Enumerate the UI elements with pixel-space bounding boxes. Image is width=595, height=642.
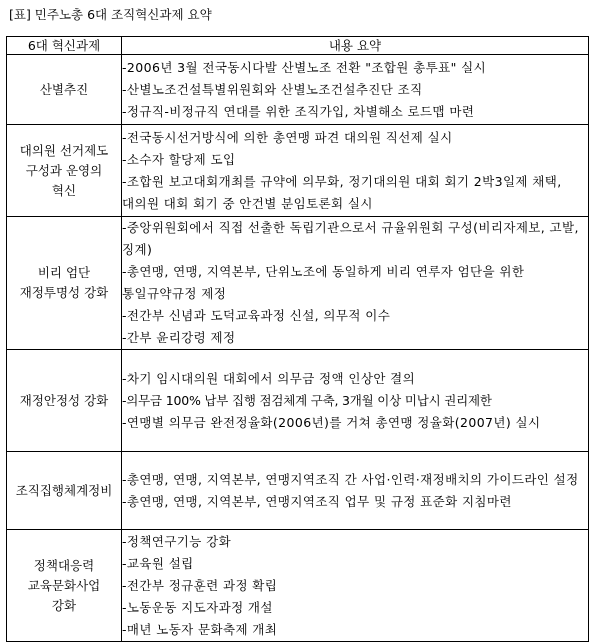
table-row bbox=[7, 125, 589, 217]
content-cell bbox=[122, 452, 589, 530]
task-label: 조직집행체계정비 bbox=[15, 482, 113, 498]
content-item: -산별노조건설특별위원회와 산별노조건설추진단 조직 bbox=[122, 81, 423, 97]
content-item: -전국동시선거방식에 의한 총연맹 파견 대의원 직선제 실시 bbox=[122, 129, 453, 145]
task-cell bbox=[7, 530, 122, 642]
task-label: 비리 엄단 bbox=[37, 265, 91, 280]
content-cell bbox=[122, 350, 589, 452]
table-row bbox=[7, 350, 589, 452]
task-label: 교육문화사업 bbox=[27, 577, 101, 593]
content-item: -전간부 정규훈련 과정 확립 bbox=[122, 577, 278, 593]
header-content: 내용 요약 bbox=[122, 37, 589, 55]
content-item: -총연맹, 연맹, 지역본부, 연맹지역조직 업무 및 규정 표준화 지침마련 bbox=[122, 493, 512, 509]
content-item: -조합원 보고대회개최를 규약에 의무화, 정기대의원 대회 회기 2박3일제 채택, 대의원 대회 회기 중 안건별 분임토론회 실시 bbox=[122, 173, 562, 211]
content-item: -의무금 100% 납부 집행 점검체계 구축, 3개월 이상 미납시 권리제한 bbox=[122, 392, 492, 408]
table-row bbox=[7, 452, 589, 530]
content-item: -정책연구기능 강화 bbox=[122, 533, 232, 549]
content-item: -차기 임시대의원 대회에서 의무금 정액 인상안 결의 bbox=[122, 370, 416, 386]
content-item: -전간부 신념과 도덕교육과정 신설, 의무적 이수 bbox=[122, 308, 391, 323]
task-label: 재정투명성 강화 bbox=[19, 285, 109, 300]
content-cell bbox=[122, 217, 589, 350]
table-row bbox=[7, 55, 589, 125]
task-label: 대의원 선거제도 bbox=[19, 142, 109, 158]
header-row bbox=[7, 37, 589, 55]
content-item: -연맹별 의무금 완전정율화(2006년)를 거쳐 총연맹 정율화(2007년) 실시 bbox=[122, 414, 541, 430]
content-item: -교육원 설립 bbox=[122, 555, 194, 571]
content-item: -총연맹, 연맹, 지역본부, 연맹지역조직 간 사업·인력·재정배치의 가이드라인 설정 bbox=[122, 471, 579, 487]
task-cell bbox=[7, 55, 122, 125]
task-cell bbox=[7, 350, 122, 452]
task-label: 산별추진 bbox=[39, 81, 89, 97]
content-item: -소수자 할당제 도입 bbox=[122, 151, 236, 167]
task-cell bbox=[7, 217, 122, 350]
content-item: -노동운동 지도자과정 개설 bbox=[122, 599, 273, 615]
content-item: -2006년 3월 전국동시다발 산별노조 전환 "조합원 총투표" 실시 bbox=[122, 59, 487, 75]
task-label: 강화 bbox=[51, 597, 77, 613]
content-cell bbox=[122, 125, 589, 217]
task-label: 정책대응력 bbox=[33, 557, 95, 573]
task-label: 혁신 bbox=[51, 182, 77, 198]
table-row bbox=[7, 217, 589, 350]
content-item: -총연맹, 연맹, 지역본부, 단위노조에 동일하게 비리 연루자 엄단을 위한 통일규약규정 제정 bbox=[122, 264, 525, 301]
content-cell bbox=[122, 530, 589, 642]
content-item: -정규직-비정규직 연대를 위한 조직가입, 차별해소 로드맵 마련 bbox=[122, 103, 475, 119]
task-cell bbox=[7, 452, 122, 530]
task-cell bbox=[7, 125, 122, 217]
content-item: -중앙위원회에서 직접 선출한 독립기관으로서 규율위원회 구성(비리자제보, 고발, 징계) bbox=[122, 220, 579, 257]
content-item: -간부 윤리강령 제정 bbox=[122, 330, 236, 345]
table-row bbox=[7, 530, 589, 642]
summary-table bbox=[6, 36, 589, 642]
table-caption: [표] 민주노총 6대 조직혁신과제 요약 bbox=[9, 7, 212, 22]
content-cell bbox=[122, 55, 589, 125]
task-label: 재정안정성 강화 bbox=[19, 392, 109, 408]
content-item: -매년 노동자 문화축제 개최 bbox=[122, 621, 278, 637]
header-task: 6대 혁신과제 bbox=[7, 37, 122, 55]
task-label: 구성과 운영의 bbox=[25, 162, 103, 178]
